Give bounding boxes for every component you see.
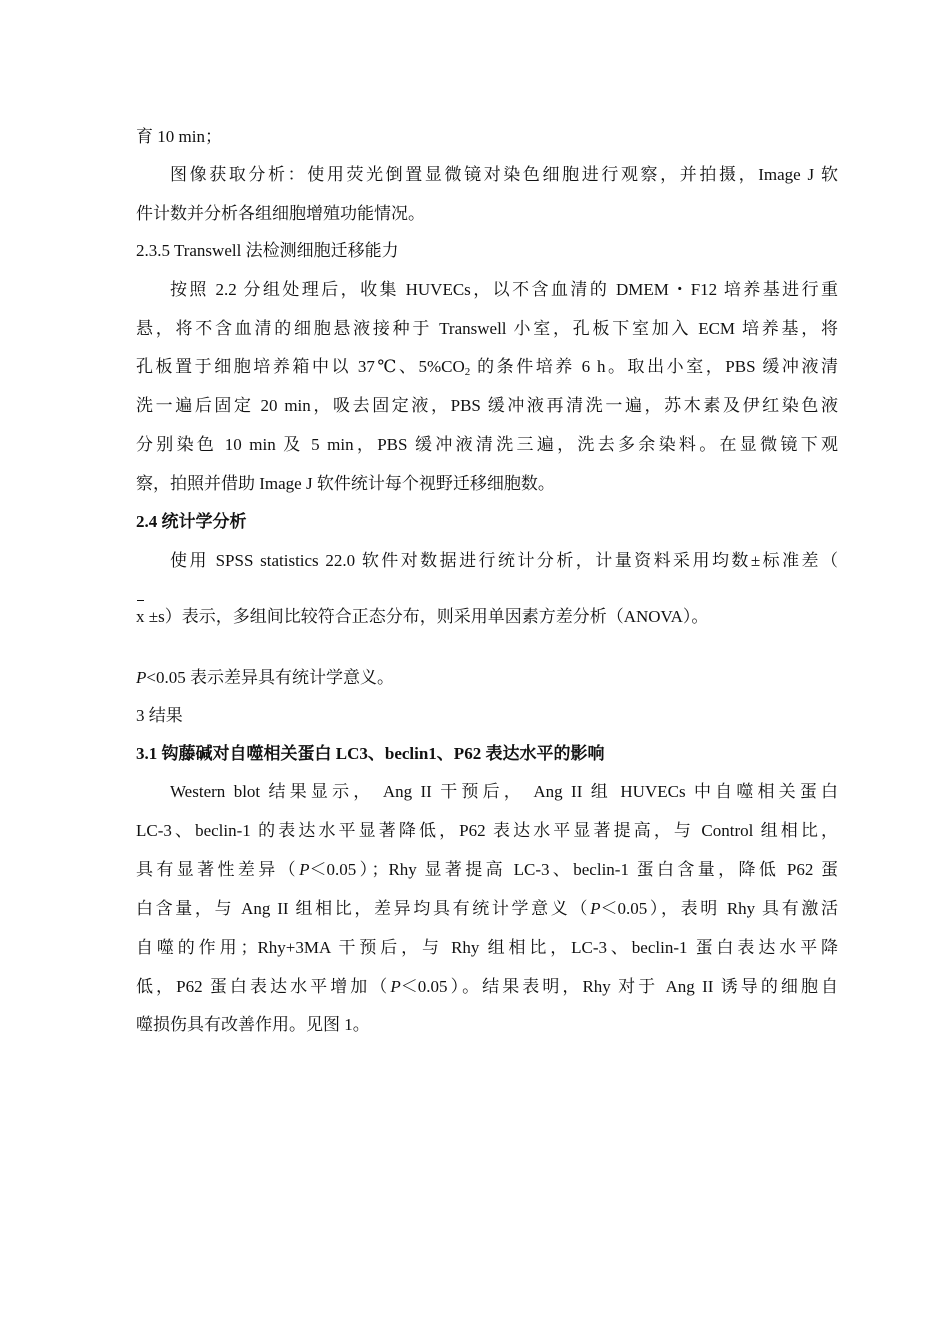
text-run: 的条件培养 6 h。取出小室，PBS 缓冲液清 xyxy=(470,357,838,376)
paragraph-line xyxy=(136,356,838,378)
x-bar-symbol: x xyxy=(136,607,145,626)
paragraph-line: 按照 2.2 分组处理后，收集 HUVECs，以不含血清的 DMEM・F12 培养基进行重 xyxy=(170,280,838,299)
paragraph-line: 噬损伤具有改善作用。见图 1。 xyxy=(136,1015,370,1034)
p-value-symbol: P xyxy=(299,860,310,879)
text-run: 白含量，与 Ang II 组相比，差异均具有统计学意义（ xyxy=(136,899,591,918)
section-heading-2-4: 2.4 统计学分析 xyxy=(136,512,247,531)
paragraph-line xyxy=(136,667,838,689)
p-value-symbol: P xyxy=(590,899,601,918)
paragraph-line: Western blot 结果显示， Ang II 干预后， Ang II 组 HUVECs 中自噬相关蛋白 xyxy=(170,782,838,801)
subscript: 2 xyxy=(464,366,471,378)
paragraph-line: 育 10 min； xyxy=(136,127,222,146)
paragraph-line: 使用 SPSS statistics 22.0 软件对数据进行统计分析，计量资料采用均数±标准差（ xyxy=(170,551,838,570)
text-run: ＜0.05），表明 Rhy 具有激活 xyxy=(600,899,838,918)
paragraph-line xyxy=(136,976,838,998)
paragraph-line: 件计数并分析各组细胞增殖功能情况。 xyxy=(136,204,425,223)
paragraph-line: 察，拍照并借助 Image J 软件统计每个视野迁移细胞数。 xyxy=(136,474,555,493)
text-run: 孔板置于细胞培养箱中以 37℃、5%CO xyxy=(136,357,465,376)
section-heading-2-3-5: 2.3.5 Transwell 法检测细胞迁移能力 xyxy=(136,241,399,260)
paragraph-line: LC-3、beclin-1 的表达水平显著降低，P62 表达水平显著提高，与 Control 组相比， xyxy=(136,821,838,840)
section-heading-3: 3 结果 xyxy=(136,706,183,725)
text-run: <0.05 表示差异具有统计学意义。 xyxy=(146,668,394,687)
paragraph-line: 分别染色 10 min 及 5 min，PBS 缓冲液清洗三遍，洗去多余染料。在显微镜下观 xyxy=(136,435,838,454)
paragraph-line xyxy=(136,898,838,920)
paragraph-line xyxy=(136,606,838,628)
paragraph-line: 悬，将不含血清的细胞悬液接种于 Transwell 小室，孔板下室加入 ECM 培养基，将 xyxy=(136,319,838,338)
text-run: ＜0.05）。结果表明，Rhy 对于 Ang II 诱导的细胞自 xyxy=(400,977,838,996)
paragraph-line: 自噬的作用；Rhy+3MA 干预后，与 Rhy 组相比，LC-3、beclin-1 蛋白表达水平降 xyxy=(136,938,838,957)
text-run: 具有显著性差异（ xyxy=(136,860,300,879)
paragraph-line: 图像获取分析：使用荧光倒置显微镜对染色细胞进行观察，并拍摄，Image J 软 xyxy=(170,165,838,184)
text-run: ±s）表示，多组间比较符合正态分布，则采用单因素方差分析（ANOVA）。 xyxy=(148,607,709,626)
paragraph-line xyxy=(136,859,838,881)
p-value-symbol: P xyxy=(136,668,147,687)
section-heading-3-1: 3.1 钩藤碱对自噬相关蛋白 LC3、beclin1、P62 表达水平的影响 xyxy=(136,744,605,763)
paragraph-line: 洗一遍后固定 20 min，吸去固定液，PBS 缓冲液再清洗一遍，苏木素及伊红染色液 xyxy=(136,396,838,415)
text-run: 低，P62 蛋白表达水平增加（ xyxy=(136,977,391,996)
p-value-symbol: P xyxy=(390,977,401,996)
text-run: ＜0.05）；Rhy 显著提高 LC-3、beclin-1 蛋白含量，降低 P62 蛋 xyxy=(309,860,838,879)
